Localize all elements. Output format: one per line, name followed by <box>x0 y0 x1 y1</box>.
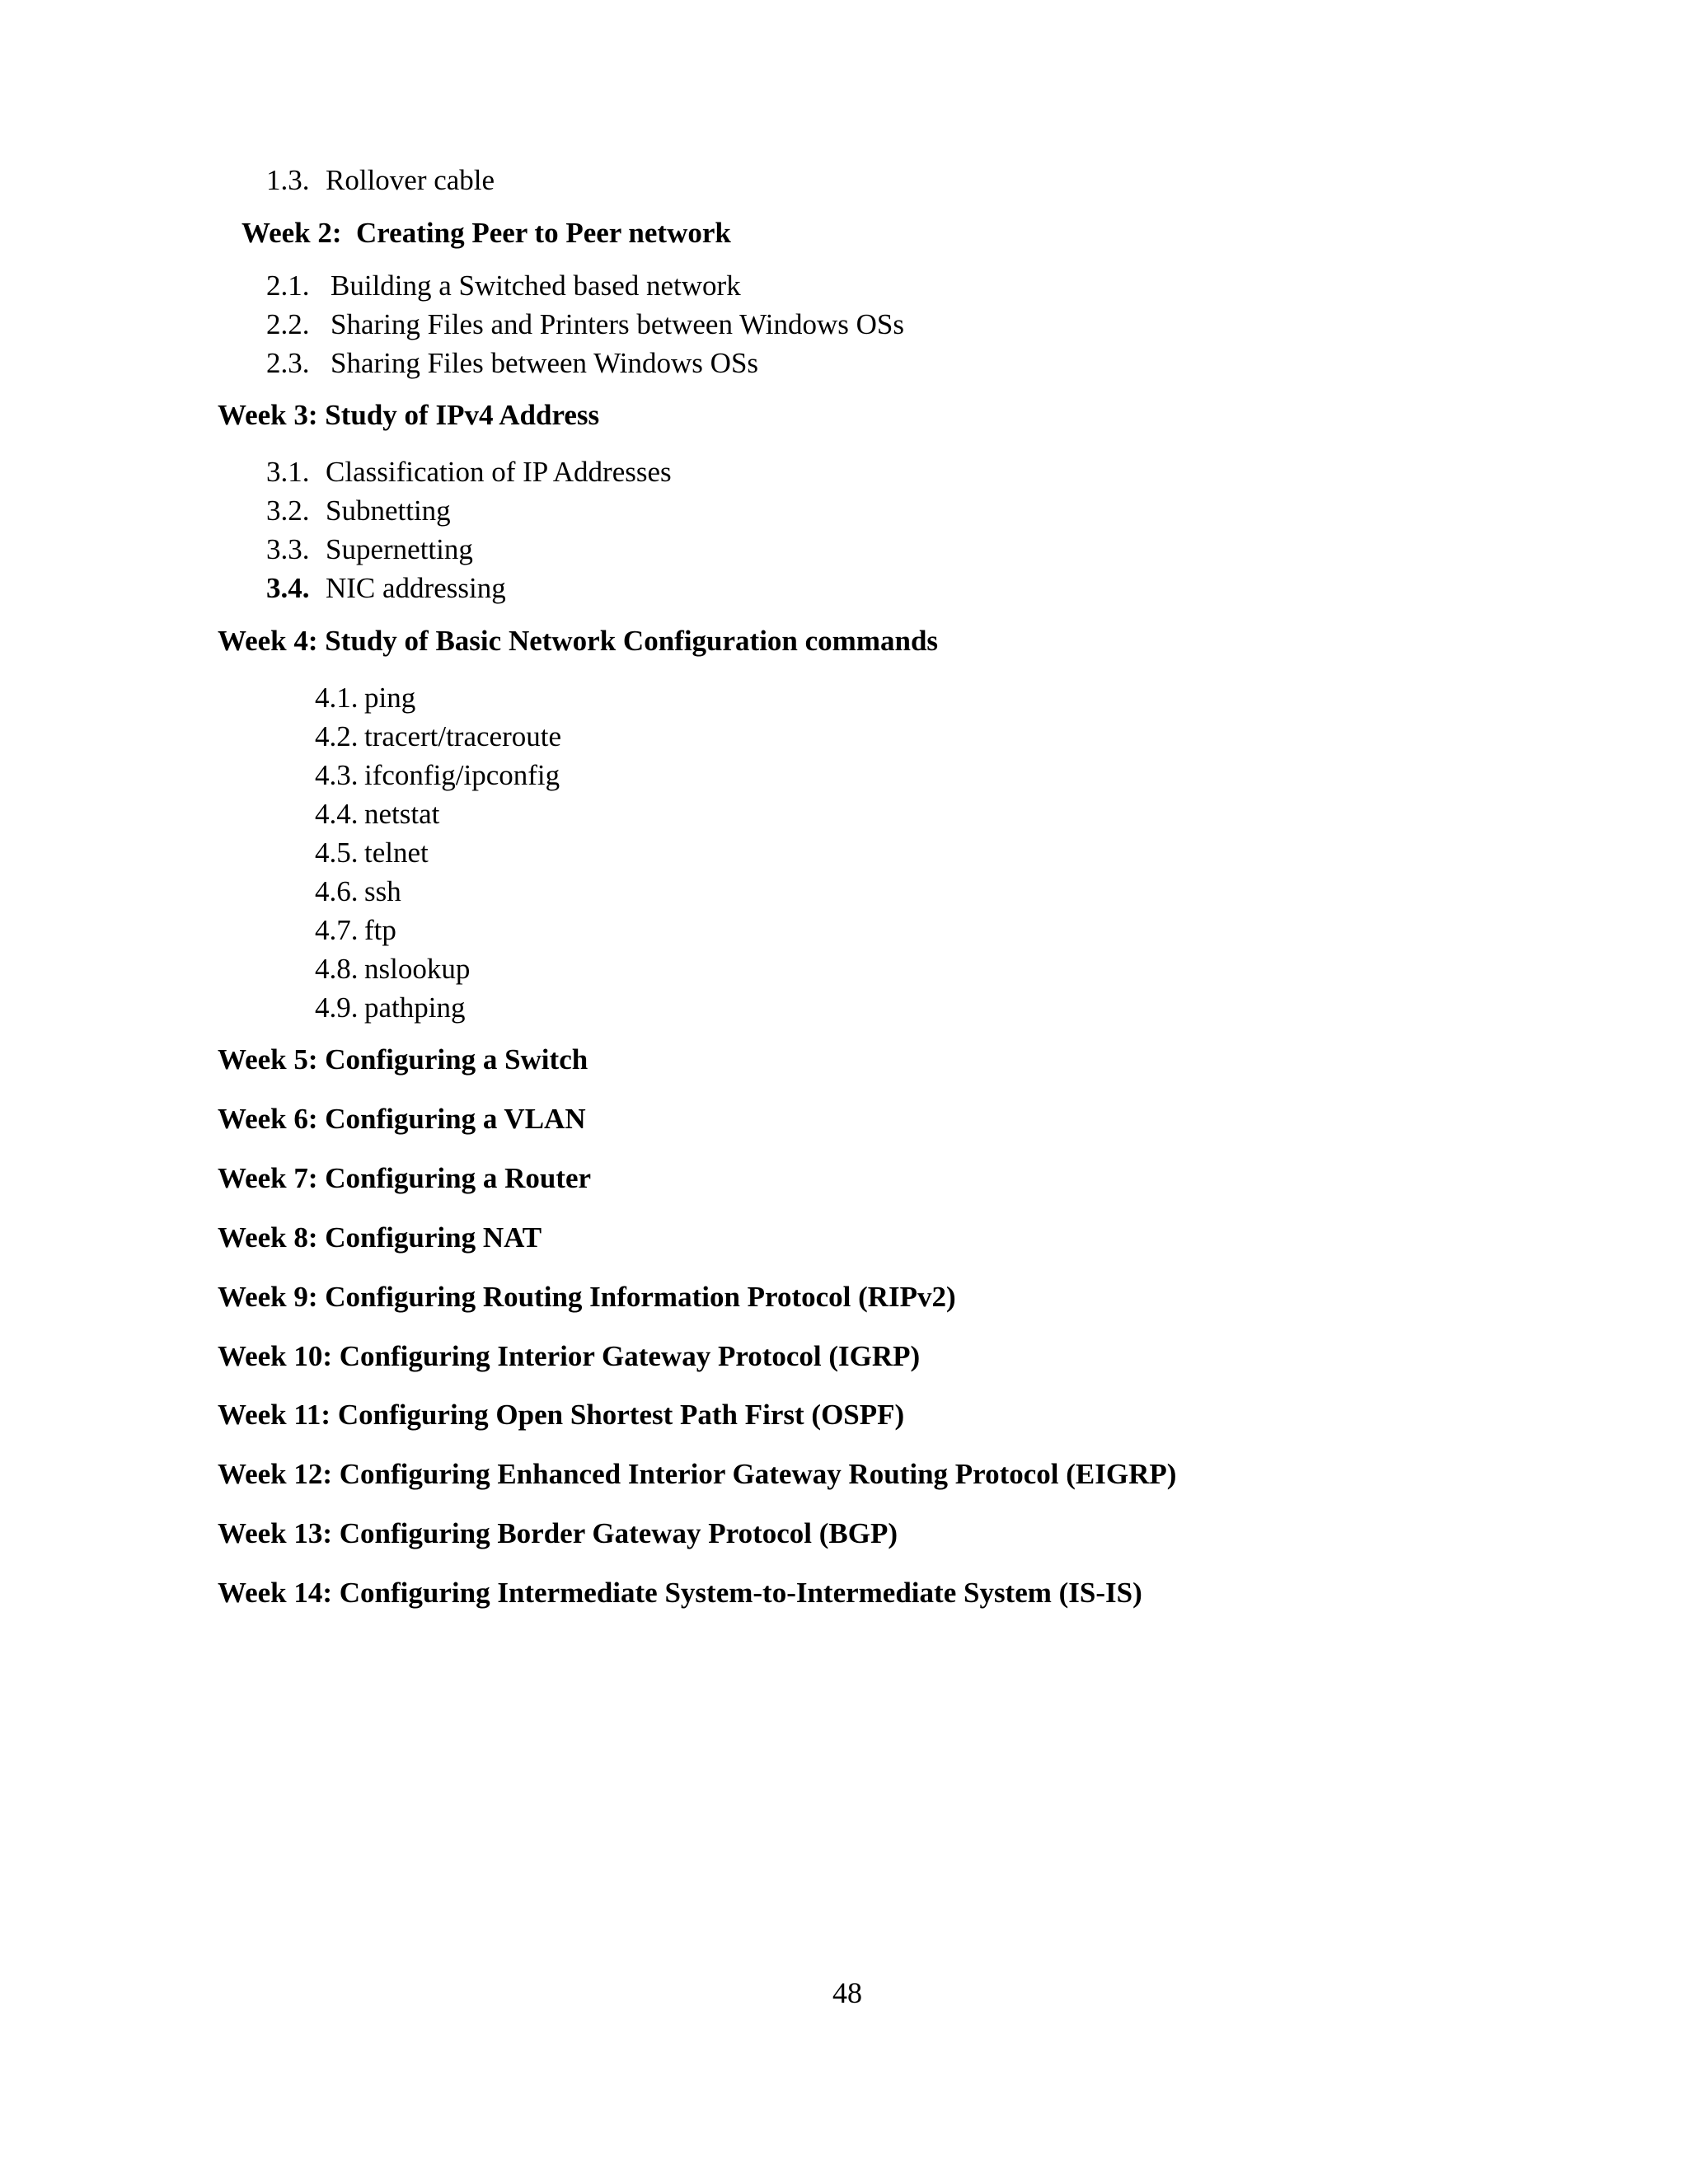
item-number: 4.1. <box>315 682 359 714</box>
item-text: netstat <box>364 798 440 830</box>
week-heading: Week 5: Configuring a Switch <box>218 1043 588 1076</box>
item-number: 4.3. <box>315 759 359 791</box>
week-heading: Week 11: Configuring Open Shortest Path First (OSPF) <box>218 1399 905 1431</box>
list-item <box>315 953 470 986</box>
item-text: NIC addressing <box>326 572 506 604</box>
item-number: 2.2. <box>266 308 310 340</box>
item-number: 4.8. <box>315 953 359 985</box>
week-heading: Week 10: Configuring Interior Gateway Protocol (IGRP) <box>218 1340 921 1372</box>
item-number: 2.3. <box>266 347 310 379</box>
week-heading: Week 7: Configuring a Router <box>218 1162 592 1194</box>
list-item <box>266 572 506 605</box>
item-text: ftp <box>364 914 396 946</box>
item-text: telnet <box>364 837 429 869</box>
item-text: Sharing Files between Windows OSs <box>331 347 759 379</box>
list-item <box>266 494 451 527</box>
list-item <box>315 991 465 1024</box>
item-number: 4.2. <box>315 720 359 752</box>
item-number: 3.2. <box>266 494 310 527</box>
item-number: 4.9. <box>315 991 359 1024</box>
list-item <box>315 720 561 753</box>
item-text: Building a Switched based network <box>331 269 741 302</box>
item-number: 3.3. <box>266 533 310 565</box>
item-text: Sharing Files and Printers between Windows OSs <box>331 308 904 340</box>
item-text: nslookup <box>364 953 471 985</box>
item-number: 3.4. <box>266 572 310 604</box>
item-text: pathping <box>364 991 466 1024</box>
list-item <box>315 914 396 947</box>
item-text: Subnetting <box>326 494 451 527</box>
list-item <box>266 456 672 489</box>
week-3-heading: Week 3: Study of IPv4 Address <box>218 399 600 431</box>
week-4-heading: Week 4: Study of Basic Network Configuration commands <box>218 625 939 657</box>
list-item <box>266 308 904 341</box>
item-text: ssh <box>364 875 401 907</box>
item-text: Classification of IP Addresses <box>326 456 672 488</box>
item-number: 3.1. <box>266 456 310 488</box>
item-text: ifconfig/ipconfig <box>364 759 560 791</box>
week-heading: Week 14: Configuring Intermediate System-to-Intermediate System (IS-IS) <box>218 1577 1142 1609</box>
page-number: 48 <box>832 1976 862 2009</box>
item-number: 4.5. <box>315 837 359 869</box>
week-heading: Week 6: Configuring a VLAN <box>218 1103 586 1135</box>
week-heading: Week 9: Configuring Routing Information Protocol (RIPv2) <box>218 1281 956 1313</box>
item-number: 1.3. <box>266 164 310 196</box>
item-number: 4.6. <box>315 875 359 907</box>
item-text: ping <box>364 682 416 714</box>
item-text: tracert/traceroute <box>364 720 561 752</box>
item-text: Rollover cable <box>326 164 495 196</box>
item-number: 4.7. <box>315 914 359 946</box>
list-item <box>266 269 741 302</box>
list-item <box>315 875 401 908</box>
list-item <box>266 347 758 380</box>
list-item <box>315 759 560 792</box>
list-item <box>266 164 495 197</box>
week-heading: Week 8: Configuring NAT <box>218 1221 542 1254</box>
week-heading: Week 12: Configuring Enhanced Interior Gateway Routing Protocol (EIGRP) <box>218 1458 1177 1490</box>
item-number: 4.4. <box>315 798 359 830</box>
item-text: Supernetting <box>326 533 473 565</box>
week-2-heading: Week 2: Creating Peer to Peer network <box>241 217 731 249</box>
week-heading: Week 13: Configuring Border Gateway Protocol (BGP) <box>218 1517 898 1549</box>
item-number: 2.1. <box>266 269 310 302</box>
list-item <box>315 798 439 831</box>
list-item <box>266 533 473 566</box>
list-item <box>315 682 415 715</box>
list-item <box>315 837 429 869</box>
